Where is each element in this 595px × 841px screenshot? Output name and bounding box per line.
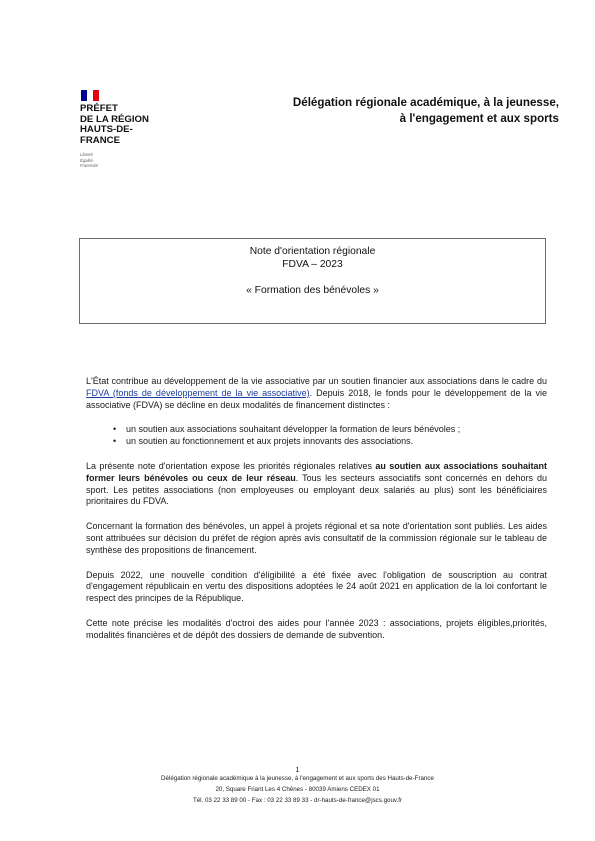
- footer-line-2: 20, Square Friant Les 4 Chênes - 80039 Amiens CEDEX 01: [215, 785, 380, 793]
- prefet-logo: [80, 90, 160, 169]
- page-number: 1: [295, 765, 300, 774]
- header-line-1: Délégation régionale académique, à la jeunesse,: [292, 96, 559, 109]
- department-header: [259, 95, 559, 126]
- logo-line-region: DE LA RÉGION: [80, 113, 149, 125]
- marianne-flag-icon: [81, 90, 99, 101]
- title-line-1: Note d'orientation régionale: [249, 246, 376, 257]
- page-footer: [60, 774, 535, 806]
- priorities-bold: au soutien aux associations souhaitant former leurs bénévoles ou ceux de leur réseau: [86, 460, 548, 483]
- logo-line-prefet: PRÉFET: [80, 103, 118, 114]
- title-box: [79, 238, 546, 324]
- body-text: [86, 376, 547, 655]
- title-line-2: FDVA – 2023: [282, 258, 343, 270]
- header-line-2: à l'engagement et aux sports: [399, 111, 559, 125]
- intro-text-b: . Depuis 2018, le fonds pour le développement de la vie associative (FDVA) se décline en deux modalités de financement distinctes :: [86, 387, 548, 410]
- paragraph-intro: [86, 376, 547, 411]
- funding-modalities-list: [86, 424, 547, 448]
- priorities-text-a: La présente note d'orientation expose les priorités régionales relatives: [86, 460, 376, 471]
- list-item: • un soutien aux associations souhaitant développer la formation de leurs bénévoles ;: [126, 424, 547, 436]
- paragraph-priorities: [86, 461, 547, 508]
- motto-egalite: Égalité: [80, 157, 93, 163]
- title-line-3: « Formation des bénévoles »: [246, 285, 379, 297]
- motto-liberte: Liberté: [80, 152, 93, 157]
- paragraph-modalities: Cette note précise les modalités d'octroi des aides pour l'année 2023 : associations, projets éligibles,priorités, modalités financières et de dépôt des dossiers de demande de subvention.: [86, 617, 547, 640]
- priorities-text-b: . Tous les secteurs associatifs sont concernés en dehors du sport. Les petites associations (non employeuses ou employant deux salariés au plus) sont les bénéficiaires prioritaires du FDVA.: [86, 472, 547, 507]
- intro-text-a: L'État contribue au développement de la vie associative par un soutien financier aux associations dans le cadre du: [86, 376, 547, 386]
- logo-line-hdf: HAUTS-DE-FRANCE: [80, 124, 133, 146]
- motto-fraternite: Fraternité: [80, 163, 98, 168]
- list-item: • un soutien au fonctionnement et aux projets innovants des associations.: [126, 436, 547, 448]
- footer-line-3: Tél. 03 22 33 89 00 - Fax : 03 22 33 89 33 - dr-hauts-de-france@jscs.gouv.fr: [192, 796, 403, 804]
- paragraph-eligibility: Depuis 2022, une nouvelle condition d'éligibilité a été fixée avec l'obligation de souscription au contrat d'engagement républicain en vertu des dispositions adoptées le 24 août 2021 en application de la loi confortant le respect des principes de la République.: [86, 569, 547, 604]
- logo-motto: [80, 152, 160, 169]
- fdva-link[interactable]: FDVA (fonds de développement de la vie associative): [86, 387, 310, 398]
- flag-red: [93, 90, 99, 101]
- footer-line-1: Délégation régionale académique à la jeunesse, à l'engagement et aux sports des Hauts-de-France: [161, 775, 434, 782]
- paragraph-training: Concernant la formation des bénévoles, un appel à projets régional et sa note d'orientation sont publiés. Les aides sont attribuées sur décision du préfet de région après avis consultatif de la commission régionale sur le tableau de synthèse des propositions de financement.: [86, 521, 547, 555]
